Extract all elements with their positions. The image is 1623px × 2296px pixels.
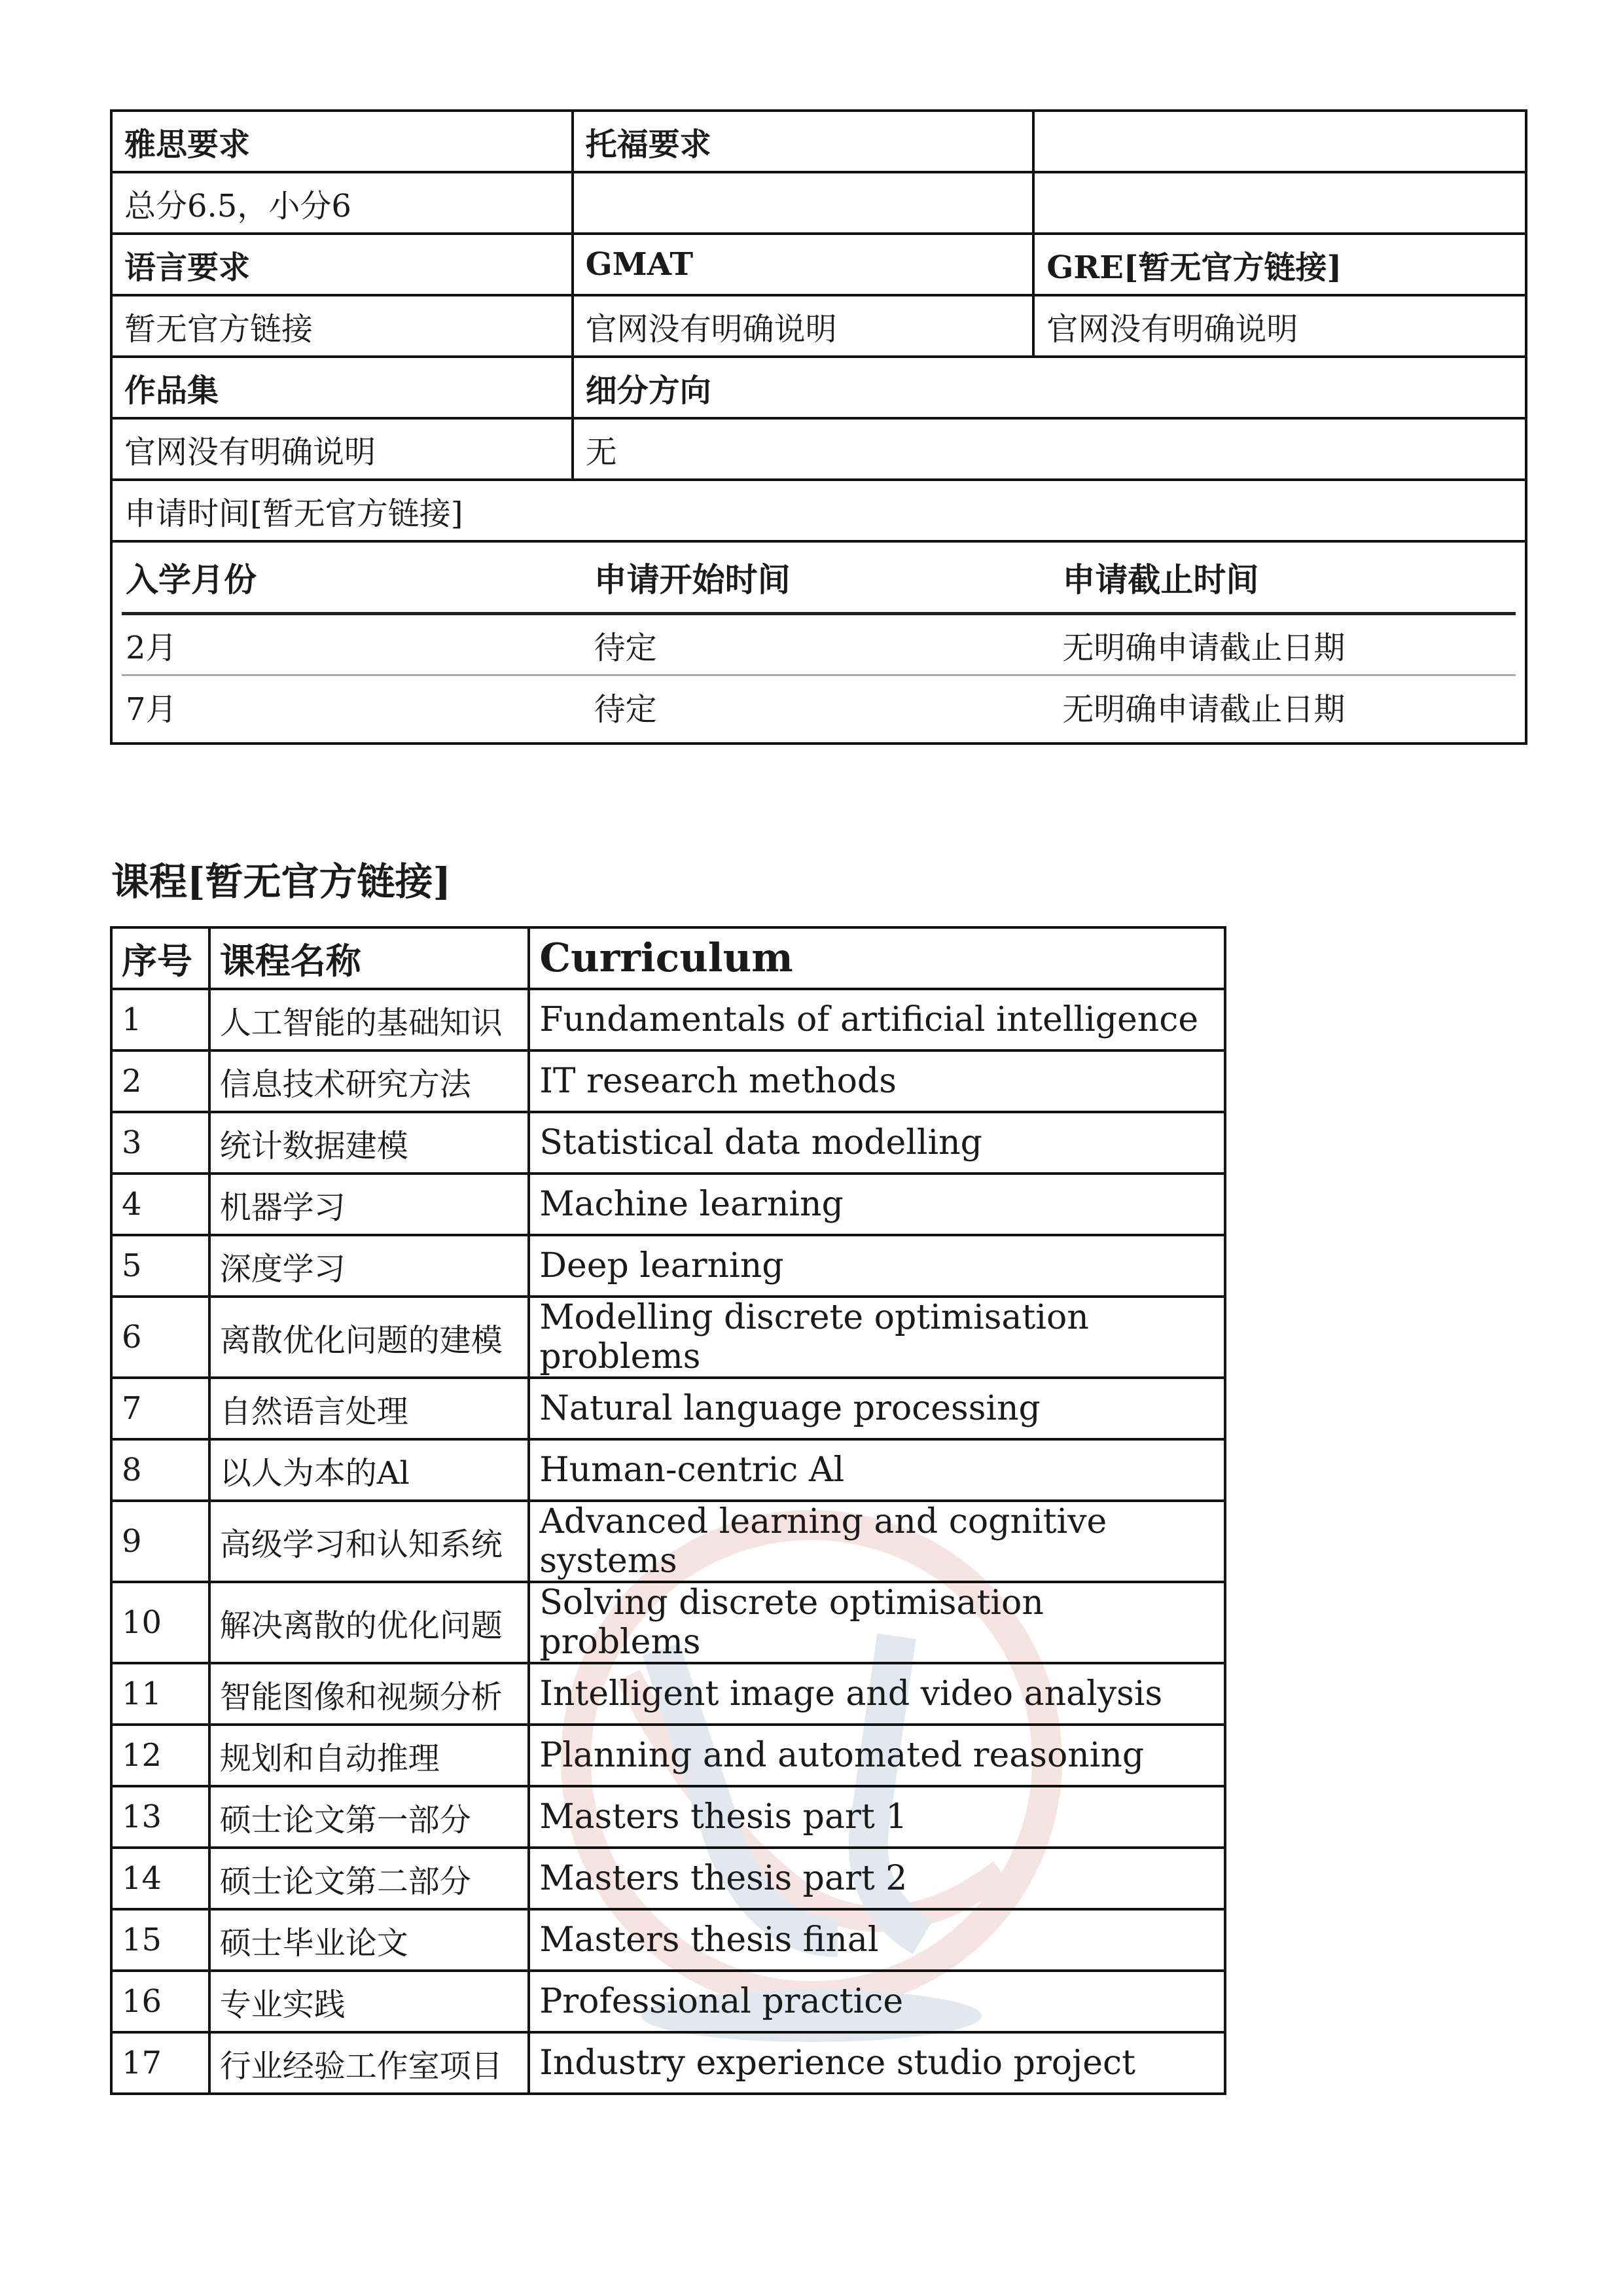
course-name-en: Human-centric Al (529, 1439, 1225, 1501)
course-name-cn: 离散优化问题的建模 (209, 1297, 529, 1378)
course-name-cn: 解决离散的优化问题 (209, 1582, 529, 1663)
table-row (111, 1501, 1225, 1582)
course-index: 1 (111, 989, 209, 1050)
course-index: 4 (111, 1174, 209, 1235)
intake-table (122, 543, 1516, 737)
table-row (111, 2032, 1225, 2094)
ielts-value: 总分6.5，小分6 (111, 172, 573, 234)
table-row (111, 1297, 1225, 1378)
table-row (111, 1909, 1225, 1971)
table-row (111, 1235, 1225, 1297)
gre-header: GRE[暂无官方链接] (1033, 234, 1526, 295)
course-name-en: Masters thesis final (529, 1909, 1225, 1971)
course-name-en: Statistical data modelling (529, 1112, 1225, 1174)
table-row (111, 1050, 1225, 1112)
toefl-value (573, 172, 1034, 234)
course-name-cn: 人工智能的基础知识 (209, 989, 529, 1050)
course-name-cn: 行业经验工作室项目 (209, 2032, 529, 2094)
intake-start: 待定 (590, 614, 1059, 675)
course-index: 5 (111, 1235, 209, 1297)
portfolio-value: 官网没有明确说明 (111, 418, 573, 480)
course-name-en: Industry experience studio project (529, 2032, 1225, 2094)
gre-value: 官网没有明确说明 (1033, 295, 1526, 357)
toefl-header: 托福要求 (573, 111, 1034, 172)
table-row (111, 1786, 1225, 1848)
gmat-header: GMAT (573, 234, 1034, 295)
course-name-cn: 硕士论文第二部分 (209, 1848, 529, 1909)
application-time-label: 申请时间[暂无官方链接] (111, 480, 1526, 541)
course-name-en: Modelling discrete optimisation problems (529, 1297, 1225, 1378)
course-name-en: Machine learning (529, 1174, 1225, 1235)
direction-value: 无 (573, 418, 1526, 480)
course-name-header: 课程名称 (209, 927, 529, 989)
table-row (111, 1582, 1225, 1663)
table-row (111, 1112, 1225, 1174)
course-name-cn: 专业实践 (209, 1971, 529, 2032)
course-index: 3 (111, 1112, 209, 1174)
gmat-value: 官网没有明确说明 (573, 295, 1034, 357)
course-name-en: Intelligent image and video analysis (529, 1663, 1225, 1725)
table-row (111, 1848, 1225, 1909)
table-row (111, 1174, 1225, 1235)
course-index: 9 (111, 1501, 209, 1582)
course-name-cn: 机器学习 (209, 1174, 529, 1235)
course-name-en: IT research methods (529, 1050, 1225, 1112)
language-value: 暂无官方链接 (111, 295, 573, 357)
course-index: 11 (111, 1663, 209, 1725)
portfolio-header: 作品集 (111, 357, 573, 418)
intake-month-header: 入学月份 (122, 543, 590, 614)
empty-cell (1033, 172, 1526, 234)
intake-row (122, 675, 1516, 737)
course-name-en: Fundamentals of artificial intelligence (529, 989, 1225, 1050)
course-name-en: Natural language processing (529, 1378, 1225, 1439)
course-index: 13 (111, 1786, 209, 1848)
requirements-table (110, 109, 1527, 745)
course-name-en: Masters thesis part 1 (529, 1786, 1225, 1848)
course-index: 7 (111, 1378, 209, 1439)
course-name-cn: 硕士毕业论文 (209, 1909, 529, 1971)
intake-row (122, 614, 1516, 675)
course-index: 16 (111, 1971, 209, 2032)
course-name-cn: 硕士论文第一部分 (209, 1786, 529, 1848)
course-name-cn: 自然语言处理 (209, 1378, 529, 1439)
course-index: 15 (111, 1909, 209, 1971)
table-row (111, 1971, 1225, 2032)
language-header: 语言要求 (111, 234, 573, 295)
course-index: 2 (111, 1050, 209, 1112)
index-header: 序号 (111, 927, 209, 989)
table-row (111, 1378, 1225, 1439)
empty-cell (1033, 111, 1526, 172)
course-name-en: Advanced learning and cognitive systems (529, 1501, 1225, 1582)
courses-header-row (111, 927, 1225, 989)
direction-header: 细分方向 (573, 357, 1526, 418)
course-name-cn: 深度学习 (209, 1235, 529, 1297)
curriculum-header: Curriculum (529, 927, 1225, 989)
course-index: 12 (111, 1725, 209, 1786)
intake-month: 2月 (122, 614, 590, 675)
course-name-cn: 统计数据建模 (209, 1112, 529, 1174)
table-row (111, 989, 1225, 1050)
courses-body (111, 989, 1225, 2094)
intake-start: 待定 (594, 691, 657, 728)
intake-deadline: 无明确申请截止日期 (1058, 614, 1516, 675)
table-row (111, 1725, 1225, 1786)
course-name-en: Solving discrete optimisation problems (529, 1582, 1225, 1663)
course-name-cn: 信息技术研究方法 (209, 1050, 529, 1112)
table-row (111, 1439, 1225, 1501)
course-name-en: Deep learning (529, 1235, 1225, 1297)
course-name-cn: 智能图像和视频分析 (209, 1663, 529, 1725)
course-index: 14 (111, 1848, 209, 1909)
course-name-en: Planning and automated reasoning (529, 1725, 1225, 1786)
intake-deadline-header: 申请截止时间 (1058, 543, 1516, 614)
course-name-cn: 高级学习和认知系统 (209, 1501, 529, 1582)
courses-title: 课程[暂无官方链接] (111, 859, 451, 904)
intake-start-header: 申请开始时间 (590, 543, 1059, 614)
intake-cell (111, 541, 1526, 744)
course-index: 8 (111, 1439, 209, 1501)
course-name-en: Masters thesis part 2 (529, 1848, 1225, 1909)
course-name-cn: 规划和自动推理 (209, 1725, 529, 1786)
intake-month: 7月 (126, 691, 177, 728)
course-name-cn: 以人为本的Al (209, 1439, 529, 1501)
courses-table (110, 926, 1226, 2095)
table-row (111, 1663, 1225, 1725)
ielts-header: 雅思要求 (111, 111, 573, 172)
intake-deadline: 无明确申请截止日期 (1062, 691, 1346, 728)
course-index: 10 (111, 1582, 209, 1663)
course-name-en: Professional practice (529, 1971, 1225, 2032)
course-index: 6 (111, 1297, 209, 1378)
course-index: 17 (111, 2032, 209, 2094)
